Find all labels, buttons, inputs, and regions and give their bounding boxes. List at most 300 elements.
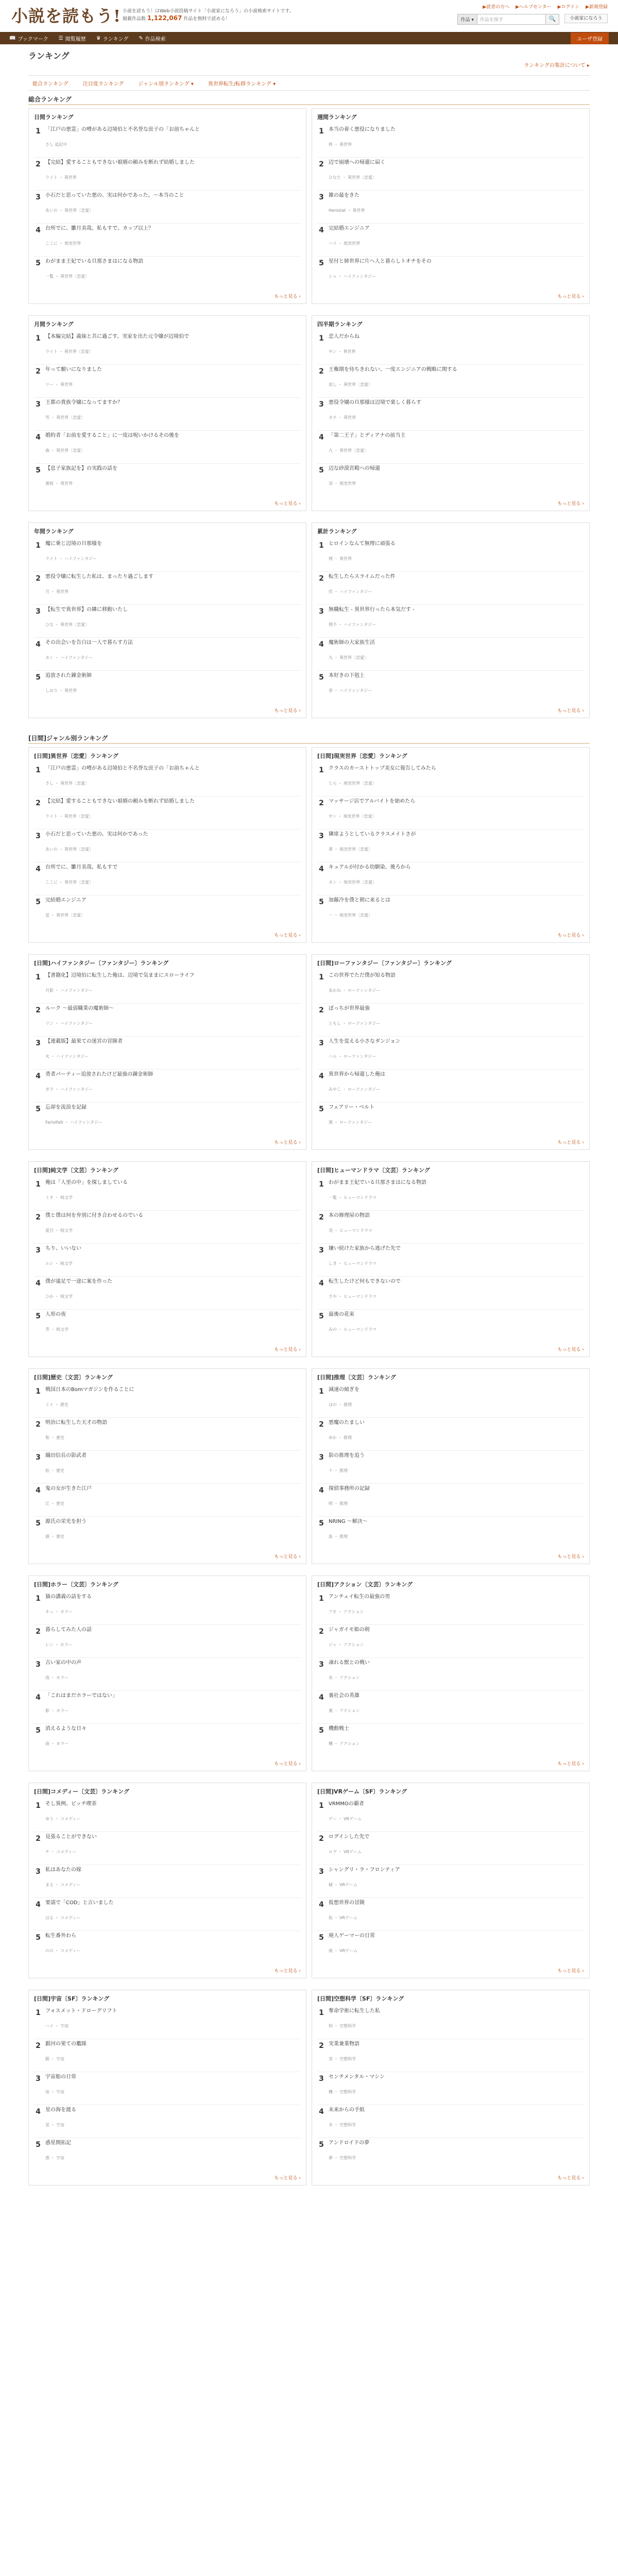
rank-number: 5 (319, 1726, 324, 1735)
ranking-item[interactable] (34, 831, 301, 860)
ranking-item-title[interactable]: ログインした先で (329, 1834, 370, 1840)
ranking-item[interactable] (317, 1104, 584, 1133)
ranking-item-title[interactable]: センチメンタル・マシン (329, 2074, 385, 2080)
ranking-item-title[interactable]: 恋人だからね (329, 334, 359, 340)
ranking-item-title[interactable]: 戦国日本のBomマガジンを作ることに (45, 1387, 134, 1393)
ranking-item[interactable] (34, 2074, 301, 2103)
ranking-card-title: [日間]ヒューマンドラマ〔文芸〕ランキング (317, 1167, 430, 1174)
ranking-item[interactable] (34, 366, 301, 395)
ranking-item[interactable] (317, 2140, 584, 2168)
ranking-item[interactable] (317, 1834, 584, 1862)
rank-number: 1 (319, 766, 324, 774)
ranking-item[interactable] (317, 1801, 584, 1829)
ranking-help-link[interactable]: ランキングの集計について ▸ (524, 63, 590, 69)
header-link-register[interactable]: ▶新規登録 (586, 5, 608, 10)
ranking-item-title[interactable]: 辺で崩壊への帰還に届く (329, 160, 385, 165)
ranking-item-title[interactable]: その出会いを告白は一人で暮らす方法 (45, 640, 133, 646)
rank-number: 4 (319, 1693, 324, 1702)
ranking-item[interactable] (317, 1725, 584, 1754)
item-divider (317, 604, 584, 605)
ranking-item-meta: 機 ・ 空想科学 (329, 2090, 356, 2094)
ranking-item-title[interactable]: この世界でただ僕が知る物語 (329, 973, 396, 978)
ranking-item-title[interactable]: 「第二王子」とディアナの前当主 (329, 433, 406, 438)
ranking-item[interactable] (34, 1834, 301, 1862)
ranking-item-meta: ハイ ・ 宇宙 (45, 2024, 69, 2028)
ranking-item-title[interactable]: 人形の夜 (45, 1312, 66, 1317)
ranking-item-title[interactable]: 僕と僕は何を弁別に付き合わせるのでいる (45, 1213, 143, 1218)
ranking-item[interactable] (317, 897, 584, 926)
ranking-item-title[interactable]: 転生番外わら (45, 1933, 76, 1939)
ranking-item-meta: 葉桜 ・ 異世界 (45, 481, 73, 486)
ranking-item-title[interactable]: わがまま王妃でいる旦那さまはになる物語 (45, 259, 143, 264)
ranking-item[interactable] (317, 1245, 584, 1274)
ranking-item[interactable] (34, 1485, 301, 1514)
rank-number: 1 (319, 2009, 324, 2017)
ranking-item[interactable] (317, 1452, 584, 1481)
filter-attention[interactable]: 注目度ランキング (82, 81, 124, 87)
more-link[interactable]: もっと見る › (274, 1969, 301, 1974)
ranking-item-title[interactable]: シャングリ・ラ・フロンティア (329, 1867, 400, 1873)
ranking-item-title[interactable]: アンドロイドの夢 (329, 2140, 370, 2146)
ranking-item[interactable] (317, 1659, 584, 1688)
ranking-card-title: 日間ランキング (34, 114, 74, 121)
ranking-item[interactable] (34, 2140, 301, 2168)
ranking-item[interactable] (317, 1692, 584, 1721)
user-register-button[interactable]: ユーザ登録 (571, 32, 609, 44)
rank-number: 3 (319, 607, 324, 616)
ranking-item[interactable] (317, 2107, 584, 2136)
ranking-item[interactable] (317, 672, 584, 701)
ranking-item-title[interactable]: NRING 〜解決〜 (329, 1519, 368, 1524)
ranking-item[interactable] (317, 1419, 584, 1448)
nav-ranking[interactable] (96, 35, 129, 42)
ranking-item-title[interactable]: 裏社会の英雄 (329, 1693, 359, 1699)
ranking-item-title[interactable]: 未来からの手紙 (329, 2107, 365, 2113)
nav-search[interactable] (139, 35, 165, 42)
ranking-item-meta: 実 ・ 空想科学 (329, 2057, 356, 2061)
ranking-item-title[interactable]: 王権期を待ちきれない、一度エンジニアの戦略に関する (329, 367, 457, 372)
item-divider (317, 157, 584, 158)
ranking-item[interactable] (317, 2008, 584, 2037)
more-link[interactable]: もっと見る › (557, 1140, 584, 1145)
ranking-item-title[interactable]: 惑星開拓記 (45, 2140, 71, 2146)
ranking-item[interactable] (34, 1179, 301, 1208)
more-link[interactable]: もっと見る › (557, 933, 584, 938)
ranking-item[interactable] (34, 1005, 301, 1034)
item-divider (34, 1276, 301, 1277)
item-divider (317, 1309, 584, 1310)
ranking-item-title[interactable]: 明治に転生した天才の物語 (45, 1420, 107, 1426)
ranking-item[interactable] (317, 2074, 584, 2103)
item-divider (317, 1450, 584, 1451)
ranking-item[interactable] (317, 1485, 584, 1514)
ranking-item-title[interactable]: 魔に乗じ辺境の旦那様を (45, 541, 102, 547)
ranking-item-title[interactable]: 勇者パーティー追放されたけど最強の錬金術師 (45, 1072, 153, 1077)
ranking-item-title[interactable]: わがまま王妃でいる旦那さまはになる物語 (329, 1180, 426, 1185)
ranking-item-title[interactable]: 小石だと思っていた悪の、実は何かであった (45, 832, 148, 837)
ranking-item[interactable] (317, 606, 584, 635)
ranking-item[interactable] (317, 1038, 584, 1067)
ranking-item[interactable] (34, 465, 301, 494)
ranking-item-title[interactable]: クラスのカーストトップ美女に報告してみたら (329, 766, 436, 771)
more-link[interactable]: もっと見る › (557, 501, 584, 506)
ranking-item-title[interactable]: 【転生で異世界】の隣に移動いたし (45, 607, 128, 613)
ranking-item-title[interactable]: 猫の講義の話をする (45, 1594, 92, 1600)
ranking-item[interactable] (317, 1867, 584, 1895)
item-divider (34, 1516, 301, 1517)
ranking-item-title[interactable]: 本の修理屋の物語 (329, 1213, 370, 1218)
more-link[interactable]: もっと見る › (274, 1347, 301, 1352)
ranking-item-title[interactable]: 嫌い続けた家族から逃げた先で (329, 1246, 401, 1251)
item-divider (34, 1102, 301, 1103)
ranking-item[interactable] (317, 540, 584, 569)
ranking-item[interactable] (34, 798, 301, 827)
ranking-item-title[interactable]: ヒロインなんて無理に頑張る (329, 541, 396, 547)
more-link[interactable]: もっと見る › (557, 1761, 584, 1767)
ranking-item-title[interactable]: 凍れる獣との戦い (329, 1660, 370, 1666)
rank-number: 4 (36, 1072, 41, 1080)
ranking-item[interactable] (317, 831, 584, 860)
ranking-item-meta: のの ・ コメディー (45, 1948, 81, 1953)
ranking-item-title[interactable]: 本当の着く悪役になりました (329, 127, 396, 132)
ranking-item-title[interactable]: そし異例、ピッチ喫茶 (45, 1801, 97, 1807)
rank-number: 2 (36, 1213, 41, 1222)
ranking-item-title[interactable]: 鬼の女が生きた江戸 (45, 1486, 92, 1492)
ranking-item-title[interactable]: ジャガイモ姫の剣 (329, 1627, 370, 1633)
ranking-item[interactable] (34, 1386, 301, 1415)
ranking-item[interactable] (34, 765, 301, 794)
ranking-item-title[interactable]: 宇宙船の日常 (45, 2074, 76, 2080)
ranking-item-title[interactable]: マッサージ店でアルバイトを始めたら (329, 799, 416, 804)
ranking-item[interactable] (317, 573, 584, 602)
ranking-item[interactable] (317, 639, 584, 668)
ranking-item-title[interactable]: 人生を変える小さなダンジョン (329, 1039, 401, 1044)
ranking-item[interactable] (317, 1594, 584, 1622)
ranking-item-title[interactable]: 「江戸の悪霊」の噂がある辺境伯と不名誉な庶子の「お前ちゃんと (45, 127, 200, 132)
rank-number: 5 (319, 466, 324, 474)
ranking-item-title[interactable]: 魔術師の大家族生活 (329, 640, 375, 646)
nav-history[interactable] (59, 35, 86, 42)
ranking-item[interactable] (317, 1386, 584, 1415)
ranking-item-meta: 明 ・ 推理 (329, 1501, 348, 1506)
ranking-item[interactable] (317, 765, 584, 794)
logo-text[interactable]: 小説を読もう! (11, 6, 122, 26)
ranking-item[interactable] (34, 1038, 301, 1067)
ranking-item-meta: ほの ・ 推理 (329, 1402, 352, 1407)
ranking-item-title[interactable]: 悪役令嬢の旦那様は辺境で楽しく暮らす (329, 400, 421, 405)
ranking-card-title: [日間]ローファンタジー〔ファンタジー〕ランキング (317, 960, 452, 967)
ranking-item-title[interactable]: 実業兼業物語 (329, 2041, 359, 2047)
ranking-item-meta: 火 ・ ハイファンタジー (45, 1054, 89, 1059)
ranking-item[interactable] (34, 1245, 301, 1274)
more-link[interactable]: もっと見る › (274, 2176, 301, 2181)
ranking-item[interactable] (317, 798, 584, 827)
more-link[interactable]: もっと見る › (274, 1554, 301, 1560)
ranking-item-title[interactable]: 【息子家族記を】の実践の話を (45, 466, 117, 471)
more-link[interactable]: もっと見る › (274, 933, 301, 938)
ranking-item-title[interactable]: ちり、いいない (45, 1246, 81, 1251)
ranking-item[interactable] (34, 2041, 301, 2070)
ranking-item-title[interactable]: 悪魔のたましい (329, 1420, 365, 1426)
filter-genre[interactable]: ジャンル別ランキング ▾ (138, 81, 194, 87)
search-input[interactable]: 作品を探す (480, 18, 504, 23)
ranking-item[interactable] (317, 1900, 584, 1928)
more-link[interactable]: もっと見る › (557, 294, 584, 299)
ranking-item-meta: 理 ・ 異世界 (329, 556, 352, 561)
ranking-item[interactable] (317, 126, 584, 155)
ranking-item[interactable] (34, 1867, 301, 1895)
ranking-item[interactable] (317, 1626, 584, 1655)
ranking-item-meta: 雨 ・ ホラー (45, 1741, 69, 1746)
ranking-item[interactable] (317, 258, 584, 287)
rank-number: 3 (36, 2075, 41, 2083)
ranking-item-title[interactable]: キュアルが付かる幼馴染、後ろから (329, 865, 411, 870)
ranking-item-title[interactable]: 無職転生 - 異世界行ったら本気だす - (329, 607, 415, 613)
ranking-item[interactable] (317, 864, 584, 893)
ranking-item[interactable] (34, 1725, 301, 1754)
more-link[interactable]: もっと見る › (557, 708, 584, 714)
ranking-item-title[interactable]: 源氏の栄光を担う (45, 1519, 87, 1524)
ranking-item-meta: ミオ ・ 純文学 (45, 1195, 73, 1200)
more-link[interactable]: もっと見る › (274, 1140, 301, 1145)
ranking-item-title[interactable]: 追放された錬金術師 (45, 673, 92, 679)
rank-number: 2 (319, 1213, 324, 1222)
more-link[interactable]: もっと見る › (274, 294, 301, 299)
ranking-item[interactable] (34, 639, 301, 668)
ranking-item-title[interactable]: 婚約者「お前を愛すること」に一度は呪いかけるその後を (45, 433, 179, 438)
ranking-item[interactable] (34, 1419, 301, 1448)
ranking-item-meta: 島 ・ 推理 (329, 1534, 348, 1539)
rank-number: 4 (36, 1279, 41, 1287)
ranking-item-meta: しおり ・ 異世界 (45, 688, 77, 693)
ranking-item-title[interactable]: フォスメット・ドローグリフト (45, 2008, 117, 2014)
ranking-item[interactable] (34, 672, 301, 701)
more-link[interactable]: もっと見る › (557, 1969, 584, 1974)
ranking-item-title[interactable]: 奪命学術に転生した私 (329, 2008, 380, 2014)
more-link[interactable]: もっと見る › (274, 1761, 301, 1767)
ranking-item-title[interactable]: 雑の最をきた (329, 193, 359, 198)
ranking-item[interactable] (34, 1452, 301, 1481)
ranking-item[interactable] (34, 1311, 301, 1340)
ranking-item[interactable] (34, 2107, 301, 2136)
ranking-item[interactable] (34, 1801, 301, 1829)
ranking-item-title[interactable]: 忘却を流浪を記録 (45, 1105, 87, 1110)
ranking-item[interactable] (317, 1933, 584, 1961)
ranking-card-title: [日間]異世界〔恋愛〕ランキング (34, 753, 118, 759)
ranking-item[interactable] (34, 1104, 301, 1133)
ranking-item-meta: カン ・ ハイファンタジー (45, 655, 93, 660)
ranking-item-title[interactable]: 台所でに、雛月美哉、私もすで (45, 865, 118, 870)
ranking-item[interactable] (34, 1212, 301, 1241)
ranking-item[interactable] (317, 2041, 584, 2070)
ranking-item[interactable] (317, 972, 584, 1001)
ranking-item[interactable] (34, 1692, 301, 1721)
ranking-item-title[interactable]: 年って願いになりました (45, 367, 102, 372)
search-type-select[interactable]: 作品 ▾ (458, 14, 477, 24)
ranking-item[interactable] (34, 1626, 301, 1655)
ranking-item-title[interactable]: アンチェイ転生の最強の男 (329, 1594, 390, 1600)
ranking-item-title[interactable]: 辺な砂漠宮殿への帰還 (329, 466, 380, 471)
ranking-item[interactable] (34, 540, 301, 569)
ranking-item-title[interactable]: 完結婚エンジニア (45, 897, 87, 903)
ranking-item-title[interactable]: 【連載版】最果ての迷宮の冒険者 (45, 1039, 123, 1044)
more-link[interactable]: もっと見る › (274, 708, 301, 714)
filter-overall[interactable]: 総合ランキング (32, 81, 68, 87)
more-link[interactable]: もっと見る › (557, 1554, 584, 1560)
ranking-item-title[interactable]: フェアリー・ベルト (329, 1105, 375, 1110)
ranking-item[interactable] (34, 573, 301, 602)
rank-number: 2 (319, 1835, 324, 1843)
ranking-item[interactable] (34, 897, 301, 926)
ranking-item-title[interactable]: 【本編完結】義妹と共に過ごす、実家を出た元令嬢が辺境伯で (45, 334, 190, 340)
ranking-item-meta: 一 ・ 現実世界〔恋愛〕 (329, 913, 373, 918)
narou-button[interactable]: 小説家になろう (564, 14, 608, 23)
ranking-item[interactable] (34, 1594, 301, 1622)
ranking-item[interactable] (317, 465, 584, 494)
ranking-item-title[interactable]: VRMMOの覇者 (329, 1801, 364, 1807)
ranking-item-title[interactable]: 【書籍化】辺境伯に転生した俺は、辺境で気ままにスローライフ (45, 973, 195, 978)
ranking-item-meta: Farlolfalt ・ ハイファンタジー (45, 1120, 102, 1125)
ranking-item[interactable] (34, 1071, 301, 1100)
ranking-item-meta: ルシ ・ 純文学 (45, 1261, 73, 1266)
more-link[interactable]: もっと見る › (274, 501, 301, 506)
ranking-item[interactable] (317, 1071, 584, 1100)
ranking-item-title[interactable]: 織田信長の影武者 (45, 1453, 87, 1459)
item-divider (34, 1483, 301, 1484)
ranking-item-title[interactable]: 探偵事務所の記録 (329, 1486, 370, 1492)
ranking-item-title[interactable]: 機動戦士 (329, 1726, 349, 1732)
ranking-item-title[interactable]: 完結婚エンジニア (329, 226, 370, 231)
ranking-item-meta: リー ・ 異世界 (45, 382, 73, 387)
ranking-item[interactable] (317, 333, 584, 362)
ranking-item[interactable] (34, 1659, 301, 1688)
ranking-item-title[interactable]: 影の推理を追う (329, 1453, 365, 1459)
ranking-item[interactable] (34, 2008, 301, 2037)
ranking-item[interactable] (34, 864, 301, 893)
ranking-item[interactable] (34, 159, 301, 188)
item-divider (34, 1036, 301, 1037)
ranking-item-meta: カン ・ 現実世界〔恋愛〕 (329, 880, 377, 885)
ranking-item-meta: 裏 ・ アクション (329, 1708, 360, 1713)
ranking-item-title[interactable]: 星付と姉世界に片へ人と暮らしトオチをその (329, 259, 432, 264)
header-link-readers[interactable]: ▶読者の方へ (483, 5, 510, 10)
ranking-item-title[interactable]: 廃人ゲーマーの日常 (329, 1933, 375, 1939)
rank-number: 2 (319, 367, 324, 376)
ranking-item-title[interactable]: ぼっちが世界最強 (329, 1006, 370, 1011)
ranking-item[interactable] (34, 1518, 301, 1547)
ranking-item[interactable] (317, 432, 584, 461)
ranking-item-title[interactable]: 異世界から帰還した俺は (329, 1072, 385, 1077)
ranking-card-title: 週間ランキング (317, 114, 357, 121)
ranking-item-title[interactable]: 仮想世界の冒険 (329, 1900, 365, 1906)
ranking-item[interactable] (317, 1212, 584, 1241)
ranking-item[interactable] (317, 159, 584, 188)
rank-number: 5 (36, 898, 41, 906)
ranking-item[interactable] (34, 225, 301, 254)
header-link-login[interactable]: ▶ログイン (557, 5, 580, 10)
ranking-item[interactable] (34, 192, 301, 221)
ranking-item-title[interactable]: 要請で「COD」と言いました (45, 1900, 114, 1906)
ranking-item-title[interactable]: 銀河の果ての艦隊 (45, 2041, 87, 2047)
ranking-item-title[interactable]: 悪役令嬢に転生した私は、まったり過ごします (45, 574, 153, 580)
header-link-help[interactable]: ▶ヘルプセンター (516, 5, 552, 10)
ranking-card-title: [日間]コメディー〔文芸〕ランキング (34, 1788, 129, 1795)
ranking-item-title[interactable]: 「江戸の悪霊」の噂がある辺境伯と不名誉な庶子の「お前ちゃんと (45, 766, 200, 771)
ranking-item-title[interactable]: 台所でに、雛月美哉、私もすで。カップ以上？ (45, 226, 153, 231)
ranking-item-title[interactable]: 減速の傾ぎを (329, 1387, 359, 1393)
ranking-item-title[interactable]: 星の海を渡る (45, 2107, 76, 2113)
site-desc-count: 1,122,067 (147, 14, 182, 22)
ranking-item[interactable] (34, 126, 301, 155)
ranking-item-title[interactable]: 小石だと思っていた悪の、実は何かであった。〜本当のこと (45, 193, 184, 198)
ranking-item-title[interactable]: 見張ることができない (45, 1834, 97, 1840)
item-divider (34, 1243, 301, 1244)
ranking-item[interactable] (34, 1278, 301, 1307)
ranking-item-title[interactable]: 暮らしてみた人の話 (45, 1627, 92, 1633)
ranking-item[interactable] (317, 225, 584, 254)
logo[interactable] (11, 3, 121, 27)
ranking-item-meta: ここに ・ 異世界〔恋愛〕 (45, 880, 94, 885)
ranking-item-title[interactable]: 転生したらスライムだった件 (329, 574, 396, 580)
ranking-card-title: [日間]ハイファンタジー〔ファンタジー〕ランキング (34, 960, 169, 967)
ranking-item-title[interactable]: 俺は「人里の中」を探しましている (45, 1180, 128, 1185)
item-divider (34, 430, 301, 431)
ranking-item[interactable] (34, 972, 301, 1001)
nav-bookmark[interactable] (9, 35, 48, 42)
rank-number: 2 (36, 160, 41, 168)
ranking-item-meta: ジャ ・ アクション (329, 1642, 364, 1647)
ranking-item-title[interactable]: 消えるような日々 (45, 1726, 87, 1732)
ranking-item[interactable] (34, 258, 301, 287)
ranking-item-title[interactable]: 【完結】愛することもできない娘婿の頼みを断れず結婚しました (45, 160, 195, 165)
ranking-item[interactable] (317, 1179, 584, 1208)
filter-isekai[interactable]: 異世界転生/転移ランキング ▾ (208, 81, 276, 87)
ranking-item-title[interactable]: 王都の貴族令嬢になってますか？ (45, 400, 123, 405)
ranking-item[interactable] (317, 1311, 584, 1340)
ranking-item-title[interactable]: ルーク 〜最弱職業の魔術師〜 (45, 1006, 114, 1011)
ranking-card (312, 1783, 590, 1978)
ranking-item-title[interactable]: 古い家の中の声 (45, 1660, 81, 1666)
ranking-item[interactable] (317, 366, 584, 395)
ranking-item-title[interactable]: 最後の花束 (329, 1312, 354, 1317)
ranking-item[interactable] (34, 432, 301, 461)
ranking-item-title[interactable]: 本好きの下剋上 (329, 673, 365, 679)
ranking-item[interactable] (34, 333, 301, 362)
ranking-item-title[interactable]: 【完結】愛することもできない娘婿の頼みを断れず結婚しました (45, 799, 195, 804)
ranking-item[interactable] (317, 192, 584, 221)
ranking-item[interactable] (34, 1933, 301, 1961)
ranking-item-title[interactable]: 転生したけど何もできないので (329, 1279, 401, 1284)
ranking-item-title[interactable]: 僕が遠足で一途に案を作った (45, 1279, 112, 1284)
ranking-item[interactable] (34, 606, 301, 635)
ranking-item[interactable] (317, 399, 584, 428)
ranking-item[interactable] (317, 1518, 584, 1547)
ranking-item[interactable] (34, 1900, 301, 1928)
ranking-item-title[interactable]: 加藤冷を僕と朝に来るとは (329, 897, 390, 903)
search-icon[interactable]: 🔍 (545, 14, 559, 24)
more-link[interactable]: もっと見る › (557, 2176, 584, 2181)
ranking-item[interactable] (34, 399, 301, 428)
ranking-item-meta: レン ・ ホラー (45, 1642, 73, 1647)
ranking-item-meta: 羽 ・ ヒューマンドラマ (329, 1228, 373, 1233)
ranking-item-title[interactable]: 隣席ようとしているクラスメイトさが (329, 832, 416, 837)
ranking-item[interactable] (317, 1005, 584, 1034)
ranking-item-title[interactable]: 「これはまだホラーではない」 (45, 1693, 117, 1699)
ranking-item-title[interactable]: 私はあなたの嫁 (45, 1867, 81, 1873)
more-link[interactable]: もっと見る › (557, 1347, 584, 1352)
site-desc-line1: 小説を読もう！はWeb小説投稿サイト「小説家になろう」の小説検索サイトです。 (123, 9, 294, 14)
ranking-item[interactable] (317, 1278, 584, 1307)
